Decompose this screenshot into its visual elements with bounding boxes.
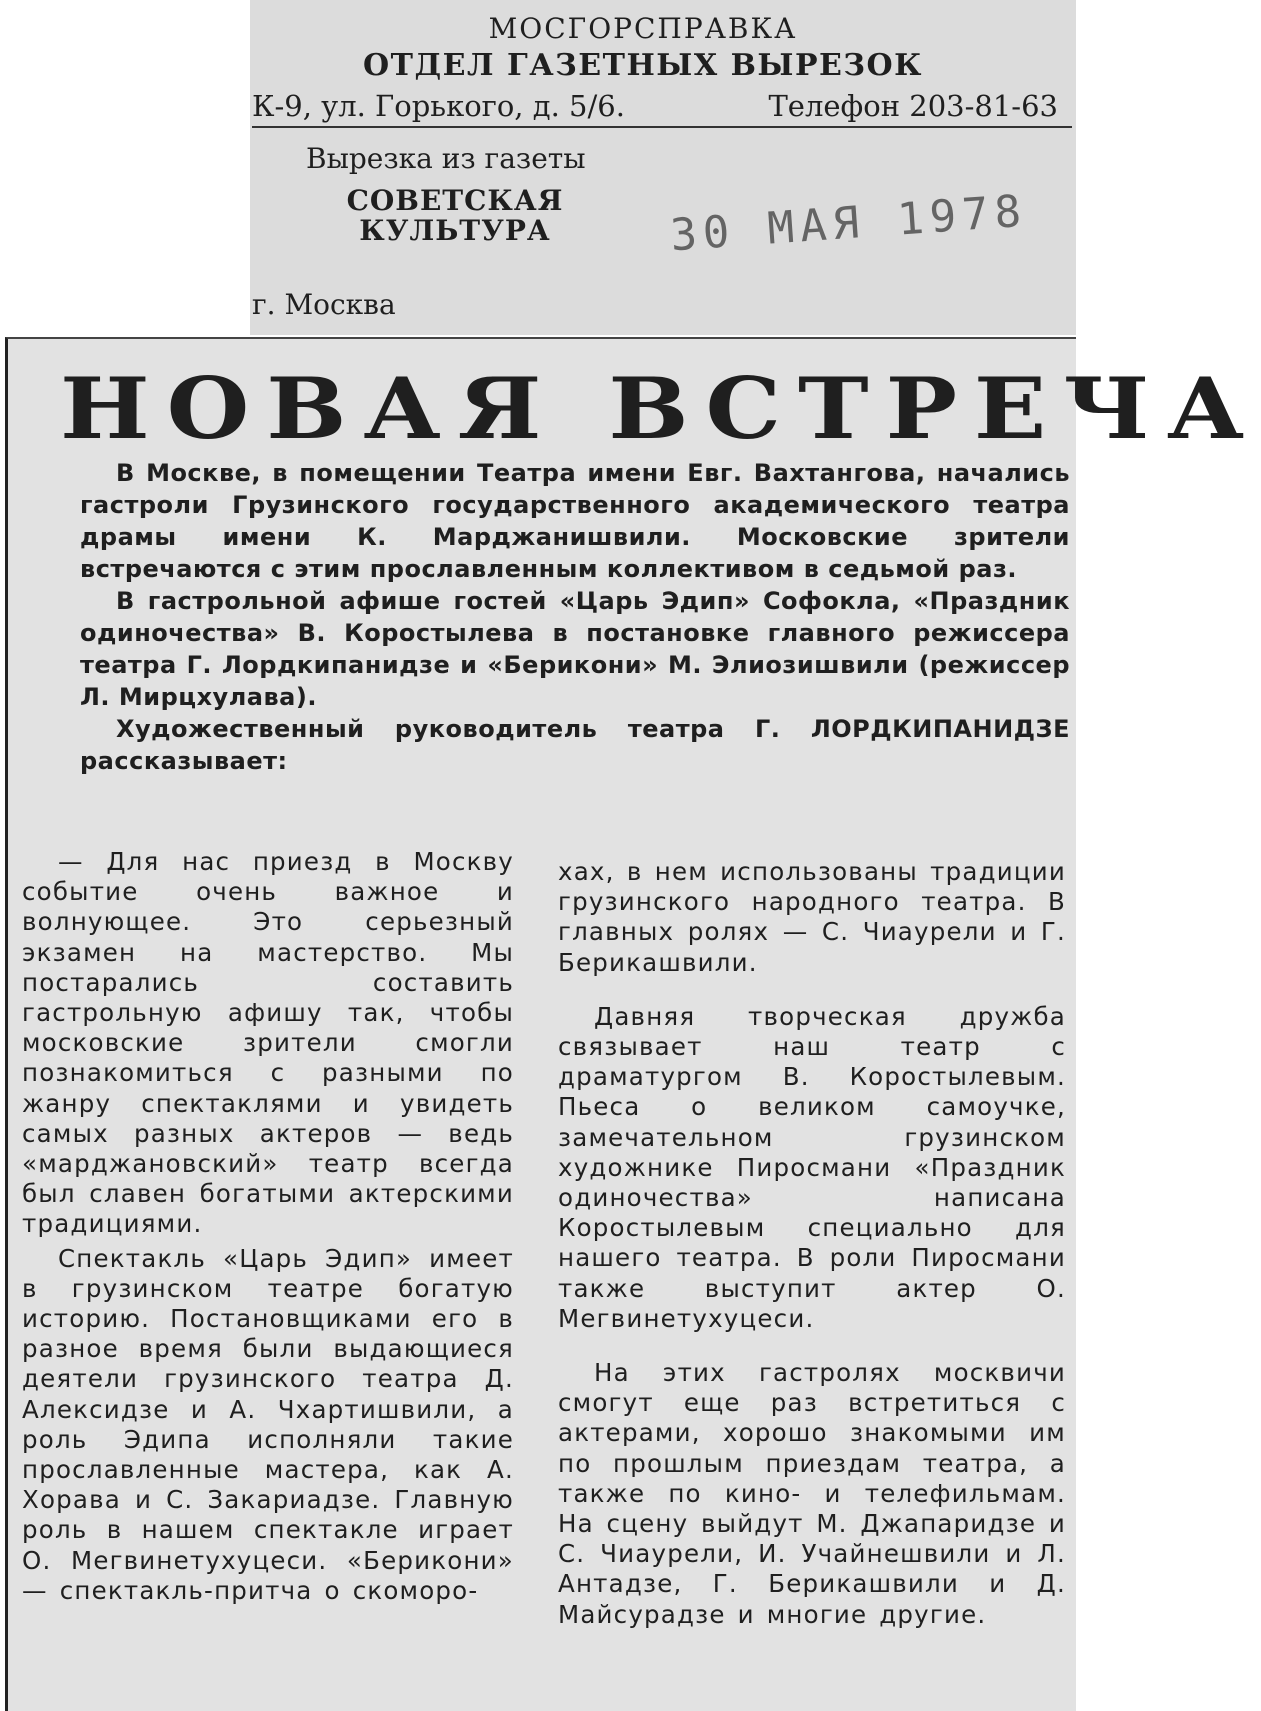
body-paragraph: хах, в нем использованы традиции грузинского народного театра. В главных ролях — С. Чиаурели и Г. Берикашвили. [558,857,1066,977]
article-column-left [22,847,514,1610]
clipping-service-stamp [250,0,1076,335]
body-paragraph: Давняя творческая дружба связывает наш театр с драматургом В. Коростылевым. Пьеса о великом самоучке, замечательном грузинском художнике Пиросмани «Праздник одиночества» написана Коростылевым специально для нашего театра. В роли Пиросмани также выступит актер О. Мегвинетухуцеси. [558,1001,1066,1333]
stamp-address: К-9, ул. Горького, д. 5/6. [252,89,625,123]
article-column-right [558,857,1066,1634]
body-paragraph: На этих гастролях москвичи смогут еще раз встретиться с актерами, хорошо знакомыми им по прошлым приездам театра, а также по кино- и телефильмам. На сцену выйдут М. Джапаридзе и С. Чиаурели, И. Учайнешвили и Л. Антадзе, Г. Берикашвили и Д. Майсурадзе и многие другие. [558,1358,1066,1629]
stamp-contact-row [252,86,1072,128]
date-stamp: 30 МАЯ 1978 [668,185,1029,262]
article-lead [80,457,1070,777]
stamp-organization: МОСГОРСПРАВКА [488,12,798,45]
stamp-phone: Телефон 203-81-63 [768,89,1058,123]
stamp-department: ОТДЕЛ ГАЗЕТНЫХ ВЫРЕЗОК [363,48,923,83]
lead-paragraph: В гастрольной афише гостей «Царь Эдип» Софокла, «Праздник одиночества» В. Коростылева в постановке главного режиссера театра Г. Лордкипанидзе и «Берикони» М. Элиозишвили (режиссер Л. Мирцхулава). [80,587,1070,711]
body-paragraph: Спектакль «Царь Эдип» имеет в грузинском театре богатую историю. Постановщиками его в разное время были выдающиеся деятели грузинского театра Д. Алексидзе и А. Чхартишвили, а роль Эдипа исполняли такие прославленные мастера, как А. Хорава и С. Закариадзе. Главную роль в нашем спектакле играет О. Мегвинетухуцеси. «Берикони» — спектакль-притча о скоморо- [22,1243,514,1605]
body-paragraph: — Для нас приезд в Москву событие очень важное и волнующее. Это серьезный экзамен на мастерство. Мы постарались составить гастрольную афишу так, чтобы московские зрители смогли познакомиться с разными по жанру спектаклями и увидеть самых разных актеров — ведь «марджановский» театр всегда был славен богатыми актерскими традициями. [22,847,514,1239]
stamp-city: г. Москва [252,288,396,321]
newspaper-name-line1: СОВЕТСКАЯ [346,184,564,217]
newspaper-clipping [5,337,1261,1711]
newspaper-name-line2: КУЛЬТУРА [359,214,551,247]
lead-paragraph: В Москве, в помещении Театра имени Евг. Вахтангова, начались гастроли Грузинского государственного академического театра драмы имени К. Марджанишвили. Московские зрители встречаются с этим прославленным коллективом в седьмой раз. [80,459,1070,583]
article-headline: НОВАЯ ВСТРЕЧА [60,359,1261,458]
stamp-clipping-label: Вырезка из газеты [306,142,586,175]
lead-paragraph: Художественный руководитель театра Г. ЛОРДКИПАНИДЗЕ рассказывает: [80,715,1070,775]
